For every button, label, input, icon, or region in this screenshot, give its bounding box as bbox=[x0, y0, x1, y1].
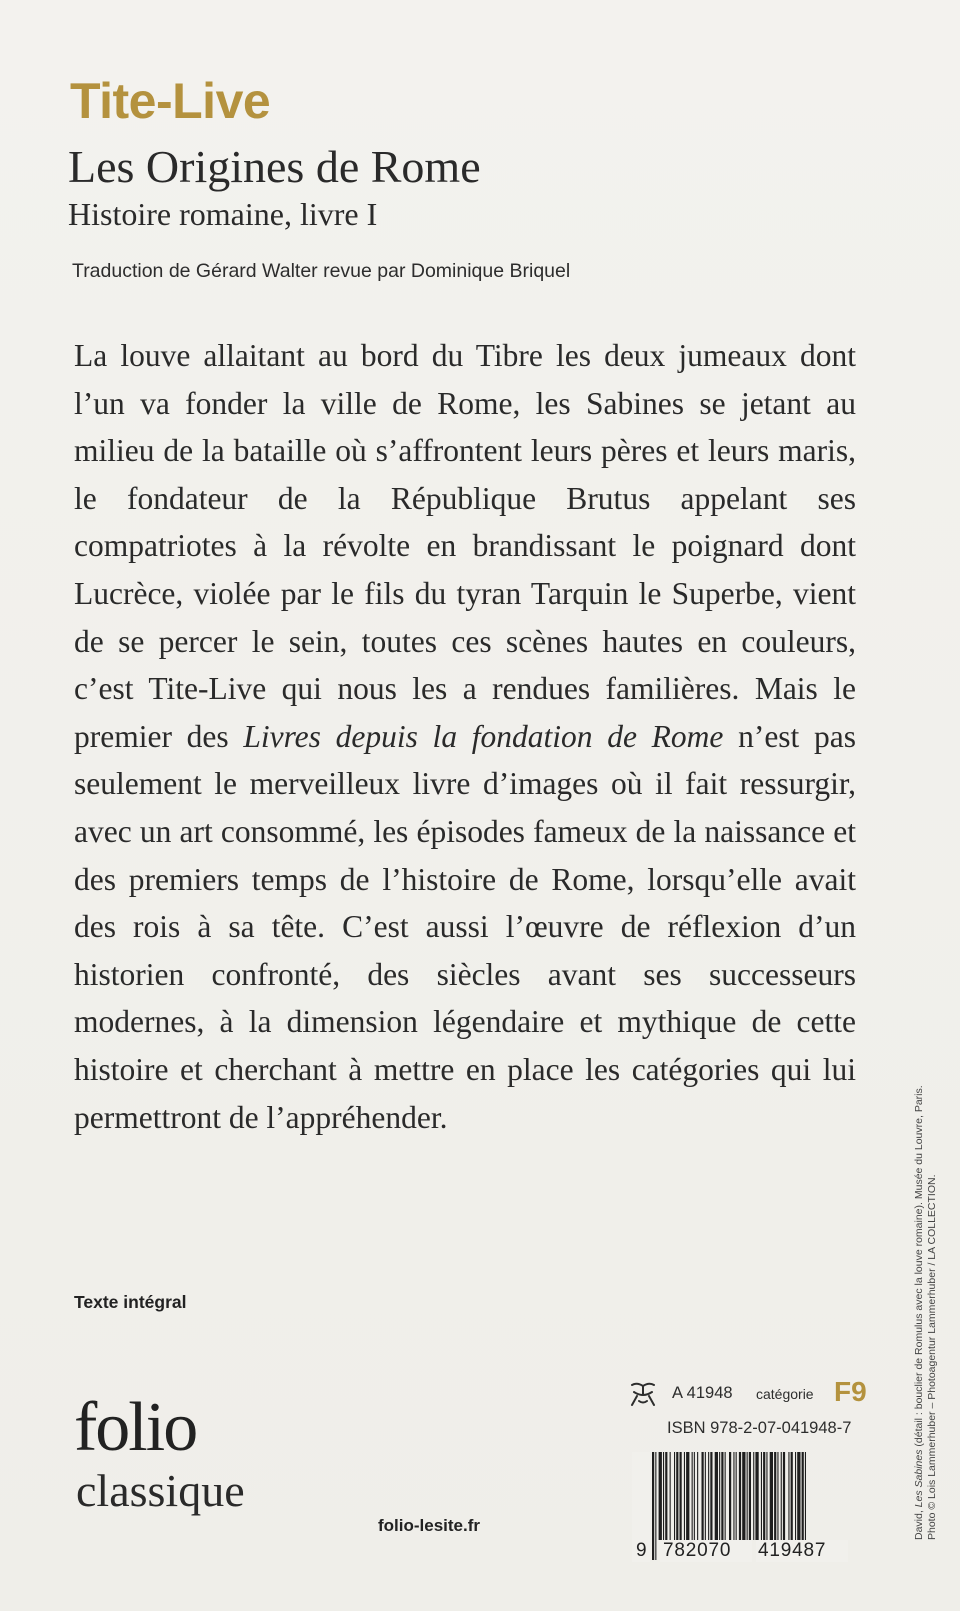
barcode-digits bbox=[632, 1452, 862, 1562]
photo-credit-line-2: Photo © Lois Lammerhuber – Photoagentur Lammerhuber / LA COLLECTION. bbox=[926, 1174, 938, 1540]
book-subtitle: Histoire romaine, livre I bbox=[68, 196, 378, 232]
barcode-first-digit: 9 bbox=[636, 1540, 647, 1561]
photo-credit-line-1 bbox=[913, 840, 926, 1540]
translator-credit: Traduction de Gérard Walter revue par Dominique Briquel bbox=[72, 260, 571, 282]
barcode bbox=[632, 1452, 862, 1562]
photo-credit bbox=[913, 840, 939, 1540]
book-title: Les Origines de Rome bbox=[68, 141, 481, 192]
barcode-digits-group-1: 782070 bbox=[663, 1540, 732, 1561]
publisher-emblem-icon bbox=[628, 1380, 658, 1408]
barcode-digits-group-2: 419487 bbox=[758, 1540, 827, 1561]
blurb-italic-title: Livres depuis la fondation de Rome bbox=[243, 718, 724, 754]
category-value: F9 bbox=[834, 1376, 867, 1407]
category-label: catégorie bbox=[756, 1386, 814, 1402]
catalog-code: A 41948 bbox=[672, 1384, 733, 1402]
isbn-number: ISBN 978-2-07-041948-7 bbox=[667, 1419, 852, 1437]
author-name: Tite-Live bbox=[70, 73, 271, 129]
credit-suffix: (détail : bouclier de Romulus avec la louve romaine). Musée du Louvre, Paris. bbox=[913, 1085, 925, 1450]
credit-artwork-title: Les Sabines bbox=[913, 1449, 925, 1508]
credit-prefix: David, bbox=[913, 1507, 925, 1540]
integral-text-note: Texte intégral bbox=[74, 1292, 187, 1312]
collection-logo-classique: classique bbox=[76, 1465, 245, 1516]
blurb-part-2: n’est pas seulement le merveilleux livre d’images où il fait ressurgir, avec un art consommé, les épisodes fameux de la naissance et des premiers temps de l’histoire de Rome, lorsqu’elle avait des rois à sa tête. C’est aussi l’œuvre de réflexion d’un historien confronté, des siècles avant ses successeurs modernes, à la dimension légendaire et mythique de cette histoire et cherchant à mettre en place les catégories qui lui permettront de l’appréhender. bbox=[74, 718, 856, 1135]
blurb-text bbox=[74, 332, 856, 1141]
collection-logo-folio: folio bbox=[74, 1389, 197, 1466]
blurb-part-1: La louve allaitant au bord du Tibre les deux jumeaux dont l’un va fonder la ville de Rome, les Sabines se jetant au milieu de la bataille où s’affrontent leurs pères et leurs maris, le fondateur de la République Brutus appelant ses compatriotes à la révolte en brandissant le poignard dont Lucrèce, violée par le fils du tyran Tarquin le Superbe, vient de se percer le sein, toutes ces scènes hautes en couleurs, c’est Tite-Live qui nous les a rendues familières. Mais le premier des bbox=[74, 338, 856, 754]
publisher-website: folio-lesite.fr bbox=[378, 1516, 481, 1535]
